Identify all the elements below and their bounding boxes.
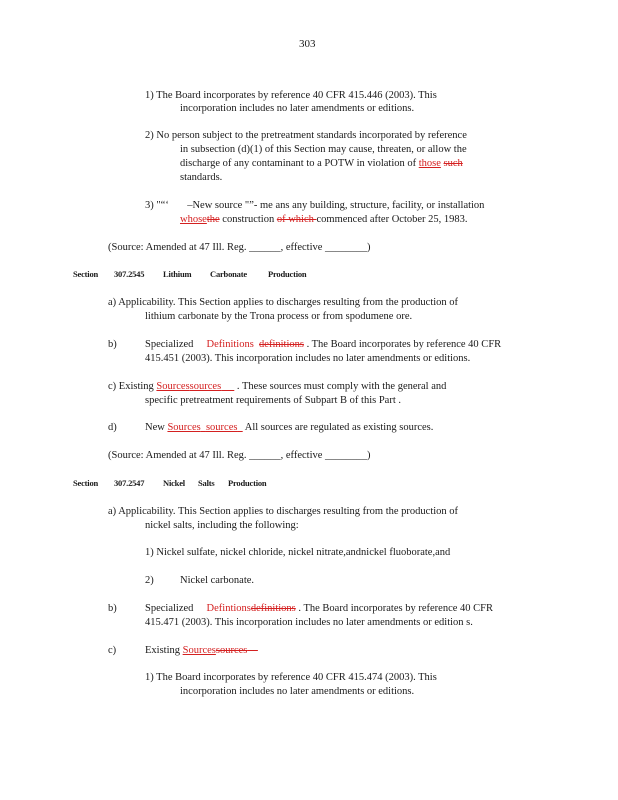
- item-b-label: b): [108, 339, 117, 350]
- item-2-line-3: [180, 157, 463, 171]
- existing-word: Existing: [145, 645, 183, 656]
- inserted-text: Sources: [156, 381, 190, 392]
- item-2-line-2: in subsection (d)(1) of this Section may cause, threaten, or allow the: [180, 144, 467, 155]
- deleted-text: the: [206, 214, 220, 225]
- specialized-word: Specialized: [145, 603, 194, 614]
- deleted-text: definitions: [250, 603, 296, 614]
- page-number: 303: [299, 38, 316, 50]
- section-number: 307.2547: [114, 478, 145, 488]
- item-1-line-2: incorporation includes no later amendments or editions.: [180, 103, 415, 114]
- item-2-line-3-text: discharge of any contaminant to a POTW in violation of: [180, 158, 419, 169]
- incorporation-line-2: incorporation includes no later amendments or editions.: [180, 686, 415, 697]
- item-3-line-2: [180, 213, 468, 227]
- inserted-text: those: [418, 158, 441, 169]
- inserted-text: sources: [189, 381, 222, 392]
- existing-sources-line: [145, 644, 258, 658]
- source-note: (Source: Amended at 47 Ill. Reg. ______, effective ________): [108, 242, 371, 253]
- deleted-text: of which: [276, 214, 317, 225]
- deleted-text: definitions: [259, 339, 304, 350]
- incorporation-line-1: 1) The Board incorporates by reference 40 CFR 415.474 (2003). This: [145, 672, 437, 683]
- item-3-end: commenced after October 25, 1983.: [316, 214, 468, 225]
- existing-rest: . These sources must comply with the general and: [234, 381, 447, 392]
- new-sources-line: [145, 421, 433, 435]
- section-title-word: Production: [268, 269, 307, 279]
- subitem-2-label: 2): [145, 575, 154, 586]
- applicability-line-2: lithium carbonate by the Trona process or from spodumene ore.: [145, 311, 413, 322]
- inserted-text: whose: [180, 214, 207, 225]
- specialized-word: Specialized: [145, 339, 194, 350]
- existing-sources-line-1: [108, 380, 446, 394]
- item-3-lead: 3) "“‘: [145, 200, 169, 211]
- definitions-rest: . The Board incorporates by reference 40 CFR: [295, 603, 493, 614]
- item-d-label: d): [108, 422, 117, 433]
- existing-sources-line-2: specific pretreatment requirements of Subpart B of this Part .: [145, 395, 402, 406]
- definitions-rest: . The Board incorporates by reference 40 CFR: [303, 339, 502, 350]
- section-label: Section: [73, 269, 99, 279]
- subitem-2: Nickel carbonate.: [180, 575, 255, 586]
- new-word: New: [145, 422, 168, 433]
- section-title-word: Carbonate: [210, 269, 247, 279]
- inserted-text: sources: [205, 422, 238, 433]
- deleted-text: such: [443, 158, 463, 169]
- definitions-line-2: 415.451 (2003). This incorporation includes no later amendments or editions.: [145, 353, 471, 364]
- definitions-line-1: [145, 602, 493, 616]
- inserted-text: Defintions: [206, 603, 251, 614]
- item-2-line-4: standards.: [180, 172, 223, 183]
- inserted-text: Definitions: [206, 339, 254, 350]
- item-b-label: b): [108, 603, 117, 614]
- applicability-line-1: a) Applicability. This Section applies to discharges resulting from the production of: [108, 506, 459, 517]
- section-title-word: Nickel: [163, 478, 185, 488]
- item-3-text: –New source "”- me ans any building, structure, facility, or installation: [184, 200, 485, 211]
- item-3-line-1: [145, 199, 484, 213]
- definitions-line-1: [145, 338, 501, 352]
- deleted-text: sources: [215, 645, 248, 656]
- applicability-line-1: a) Applicability. This Section applies to discharges resulting from the production of: [108, 297, 459, 308]
- existing-lead: c) Existing: [108, 381, 157, 392]
- inserted-text: Sources: [182, 645, 216, 656]
- item-3-mid: construction: [219, 214, 277, 225]
- section-title-word: Lithium: [163, 269, 192, 279]
- new-sources-rest: All sources are regulated as existing sources.: [242, 422, 434, 433]
- definitions-line-2: 415.471 (2003). This incorporation includes no later amendments or edition s.: [145, 617, 473, 628]
- inserted-text: Sources: [167, 422, 201, 433]
- section-number: 307.2545: [114, 269, 145, 279]
- applicability-line-2: nickel salts, including the following:: [145, 520, 299, 531]
- section-title-word: Production: [228, 478, 267, 488]
- source-note: (Source: Amended at 47 Ill. Reg. ______, effective ________): [108, 450, 371, 461]
- item-c-label: c): [108, 645, 117, 656]
- item-1-line-1: 1) The Board incorporates by reference 40 CFR 415.446 (2003). This: [145, 90, 437, 101]
- section-label: Section: [73, 478, 99, 488]
- section-title-word: Salts: [198, 478, 215, 488]
- item-2-line-1: 2) No person subject to the pretreatment standards incorporated by reference: [145, 130, 467, 141]
- subitem-1: 1) Nickel sulfate, nickel chloride, nickel nitrate,andnickel fluoborate,and: [145, 547, 451, 558]
